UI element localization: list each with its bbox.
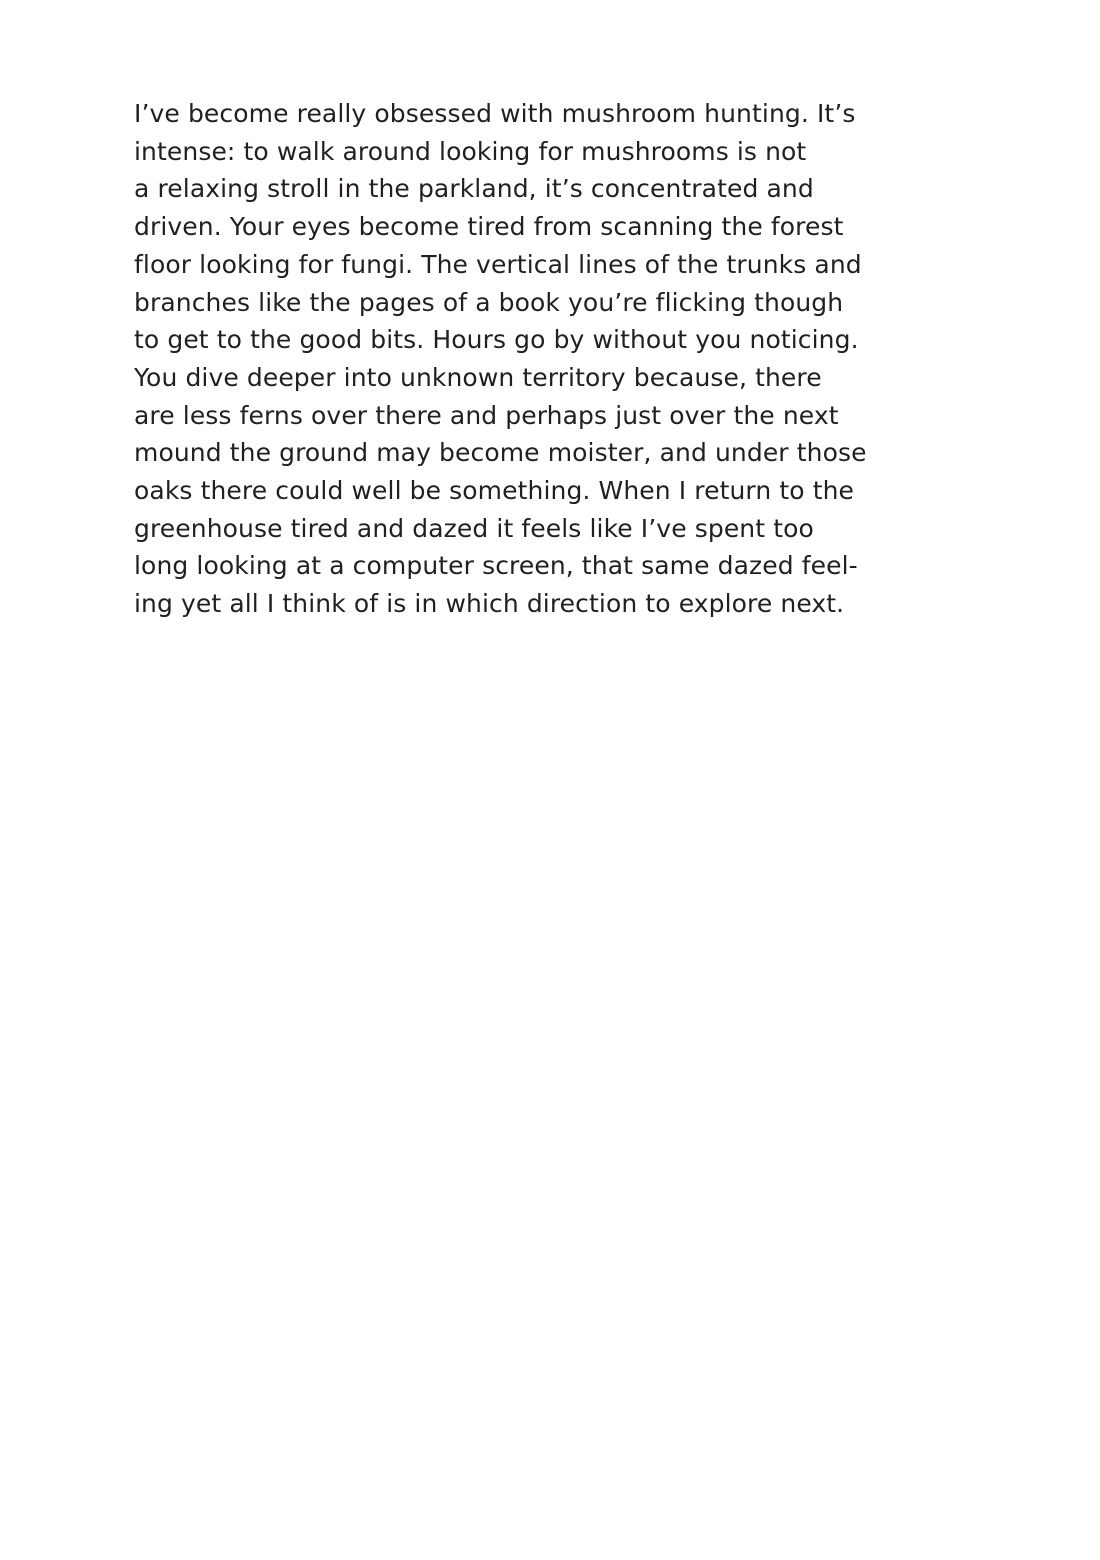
text-line: are less ferns over there and perhaps just over the next (134, 400, 839, 430)
text-line: You dive deeper into unknown territory because, there (134, 362, 822, 392)
text-line: mound the ground may become moister, and under those (134, 438, 867, 468)
text-line: floor looking for fungi. The vertical lines of the trunks and (134, 249, 862, 279)
text-line: intense: to walk around looking for mushrooms is not (134, 136, 807, 166)
text-line: long looking at a computer screen, that same dazed feel- (134, 551, 858, 581)
text-line: driven. Your eyes become tired from scanning the forest (134, 212, 844, 242)
body-paragraph (134, 95, 1034, 623)
text-line: branches like the pages of a book you’re flicking though (134, 287, 844, 317)
text-line: I’ve become really obsessed with mushroom hunting. It’s (134, 99, 856, 128)
text-line: ing yet all I think of is in which direction to explore next. (134, 589, 845, 619)
text-line: to get to the good bits. Hours go by without you noticing. (134, 325, 859, 355)
text-line: oaks there could well be something. When I return to the (134, 476, 855, 506)
text-line: greenhouse tired and dazed it feels like I’ve spent too (134, 513, 814, 543)
text-line: a relaxing stroll in the parkland, it’s concentrated and (134, 174, 814, 204)
